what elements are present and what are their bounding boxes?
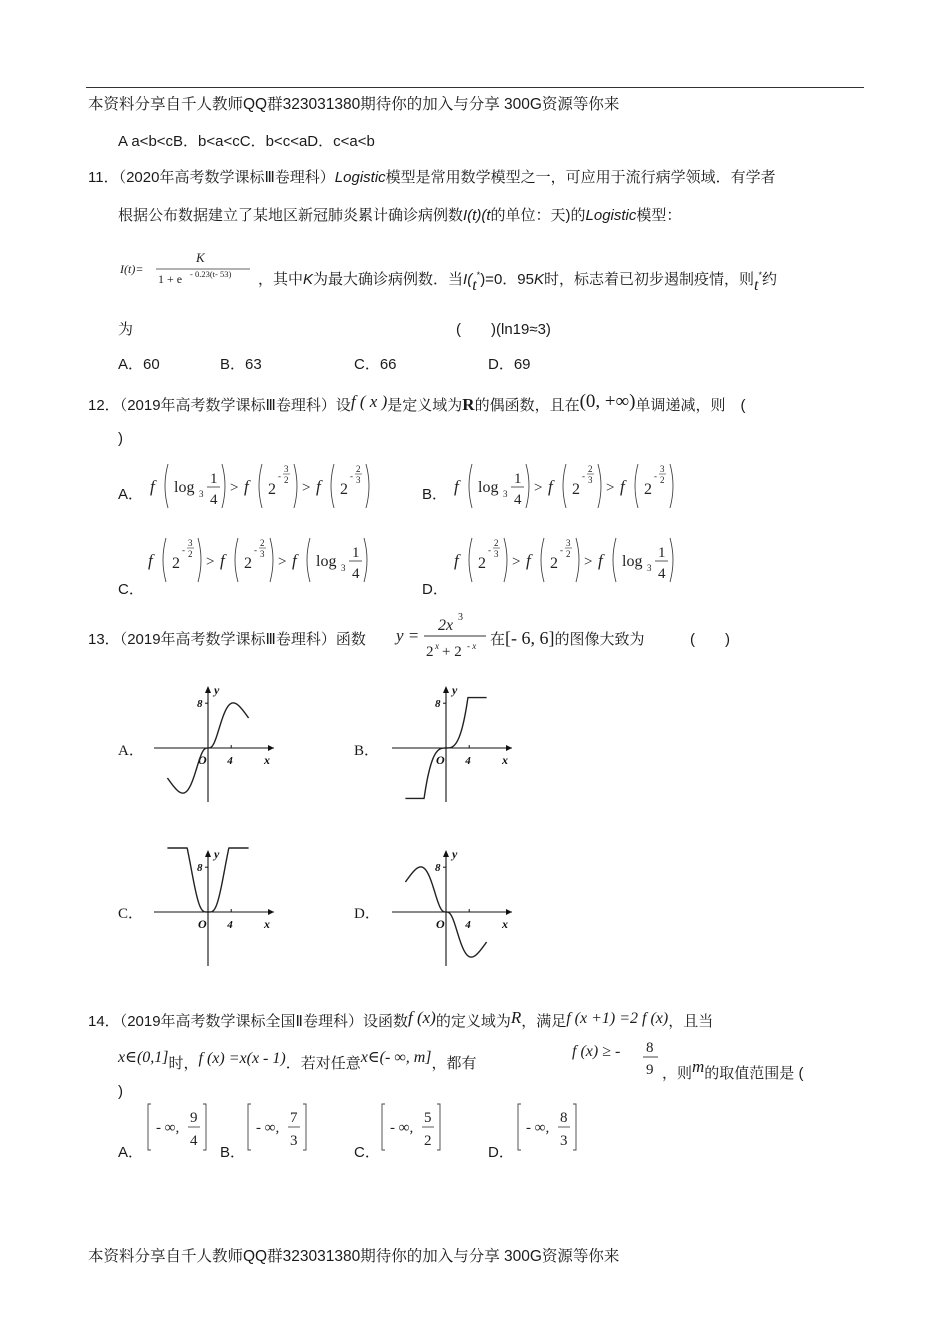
log-base: 3 [341, 563, 346, 573]
exp-den: 3 [588, 475, 593, 485]
q13-graph-b [384, 682, 520, 806]
header-rule [86, 87, 864, 88]
f-symbol: f [292, 551, 297, 570]
y-axis-label: y [214, 847, 220, 861]
close-bracket [303, 1104, 306, 1150]
formula-lhs: I(t)= [120, 262, 144, 276]
q11-line1: 11．（2020年高考数学课标Ⅲ卷理科）Logistic模型是常用数学模型之一，可应用于流行病学领域．有学者 [88, 169, 776, 186]
svg-text:+ 2: + 2 [442, 644, 462, 660]
close-bracket [437, 1104, 440, 1150]
q11-line2: 根据公布数据建立了某地区新冠肺炎累计确诊病例数I(t)(t的单位：天)的Logistic模型： [118, 207, 682, 224]
right-paren [598, 464, 601, 508]
neg-infinity: - ∞, [390, 1120, 414, 1136]
frac-num: 9 [190, 1110, 198, 1126]
q13-graph-d [384, 846, 520, 970]
left-paren [331, 464, 334, 508]
base-two: 2 [340, 481, 348, 498]
base-two: 2 [268, 481, 276, 498]
greater-than: > [534, 480, 543, 496]
q12-label-d[interactable]: D． [422, 581, 448, 598]
q10-options: A a<b<cB．b<a<cC．b<c<aD．c<a<b [118, 133, 375, 150]
y-axis-label: y [452, 847, 458, 861]
left-paren [307, 538, 310, 582]
left-paren [469, 538, 472, 582]
f-symbol: f [150, 477, 155, 496]
frac-den: 4 [514, 492, 522, 508]
q12-line1: 12．（2019年高考数学课标Ⅲ卷理科）设f ( x )是定义域为R的偶函数，且在(0, +∞)单调递减，则 ( [88, 391, 746, 414]
q11-option-c[interactable]: C．66 [354, 356, 397, 373]
q14-option-a-expr [146, 1100, 212, 1154]
frac-den: 3 [290, 1133, 298, 1149]
y-axis-arrow [205, 686, 211, 693]
y-axis-arrow [443, 686, 449, 693]
right-paren [366, 464, 369, 508]
q12-label-a[interactable]: A． [118, 486, 144, 503]
greater-than: > [512, 554, 521, 570]
page-header: 本资料分享自千人教师QQ群323031380期待你的加入与分享 300G资源等你来 [88, 96, 620, 113]
svg-text:9: 9 [646, 1062, 654, 1078]
x-axis-arrow [268, 909, 274, 915]
frac-den: 3 [560, 1133, 568, 1149]
frac-den: 4 [352, 566, 360, 582]
svg-text:3: 3 [458, 612, 463, 623]
right-paren [576, 538, 579, 582]
q13-label-a[interactable]: A． [118, 743, 144, 759]
q12-number: 12． [88, 397, 120, 414]
right-paren [504, 538, 507, 582]
f-symbol: f [316, 477, 321, 496]
q14-label-d[interactable]: D． [488, 1144, 514, 1161]
q14-line2-b: ，则m的取值范围是 ( [662, 1057, 804, 1082]
x-axis-label: x [502, 753, 508, 767]
right-paren [294, 464, 297, 508]
q13-line1: 13．（2019年高考数学课标Ⅲ卷理科）函数 [88, 631, 366, 648]
exp-den: 2 [566, 549, 571, 559]
log-base: 3 [199, 489, 204, 499]
formula-exponent: - 0.23(t- 53) [190, 269, 232, 279]
exp-num: 2 [588, 464, 593, 474]
exp-sign: - [488, 545, 491, 555]
y-tick-label: 8 [435, 698, 441, 711]
greater-than: > [206, 554, 215, 570]
origin-label: O [436, 917, 445, 931]
q13-label-b[interactable]: B． [354, 743, 380, 759]
frac-den: 2 [424, 1133, 432, 1149]
origin-label: O [198, 917, 207, 931]
q14-label-b[interactable]: B． [220, 1144, 246, 1161]
left-paren [541, 538, 544, 582]
svg-text:2: 2 [426, 644, 434, 660]
left-paren [163, 538, 166, 582]
q11-line4-prefix: 为 [118, 321, 134, 338]
exp-sign: - [654, 471, 657, 481]
q13-number: 13． [88, 631, 120, 648]
exp-sign: - [582, 471, 585, 481]
exp-num: 2 [494, 538, 499, 548]
formula-denominator: 1 + e [158, 272, 183, 286]
x-axis-label: x [264, 753, 270, 767]
frac-num: 1 [352, 545, 360, 561]
greater-than: > [606, 480, 615, 496]
exp-sign: - [560, 545, 563, 555]
origin-label: O [198, 753, 207, 767]
x-tick-label: 4 [465, 755, 471, 767]
q13-graph-c [146, 846, 282, 970]
q12-label-b[interactable]: B． [422, 486, 448, 503]
q12-option-d-expr [450, 530, 700, 590]
svg-text:y =: y = [396, 626, 420, 645]
q14-line2: x∈(0,1]时，f (x) =x(x - 1)．若对任意x∈(- ∞, m]，都有 [118, 1049, 477, 1072]
y-tick-label: 8 [435, 862, 441, 875]
base-two: 2 [172, 555, 180, 572]
q11-option-a[interactable]: A．60 [118, 356, 160, 373]
svg-text:8: 8 [646, 1040, 654, 1056]
frac-den: 4 [210, 492, 218, 508]
frac-den: 4 [658, 566, 666, 582]
exp-den: 3 [260, 549, 265, 559]
base-two: 2 [550, 555, 558, 572]
exp-den: 3 [356, 475, 361, 485]
base-two: 2 [644, 481, 652, 498]
log-text: log [478, 479, 499, 496]
exp-den: 2 [284, 475, 289, 485]
greater-than: > [278, 554, 287, 570]
q14-label-c[interactable]: C． [354, 1144, 380, 1161]
q14-option-c-expr [380, 1100, 446, 1154]
q14-number: 14． [88, 1013, 120, 1030]
q14-option-b-expr [246, 1100, 312, 1154]
q14-label-a[interactable]: A． [118, 1144, 144, 1161]
open-bracket [382, 1104, 385, 1150]
q12-label-c[interactable]: C． [118, 581, 144, 598]
f-symbol: f [244, 477, 249, 496]
frac-num: 7 [290, 1110, 298, 1126]
x-axis-arrow [506, 909, 512, 915]
exp-sign: - [254, 545, 257, 555]
exp-sign: - [182, 545, 185, 555]
close-bracket [203, 1104, 206, 1150]
log-text: log [622, 553, 643, 570]
base-two: 2 [572, 481, 580, 498]
exp-den: 2 [660, 475, 665, 485]
greater-than: > [584, 554, 593, 570]
f-symbol: f [454, 477, 459, 496]
f-symbol: f [148, 551, 153, 570]
left-paren [235, 538, 238, 582]
exp-num: 3 [566, 538, 571, 548]
log-text: log [316, 553, 337, 570]
q13-answer-paren: ( ) [690, 631, 730, 648]
svg-text:2x: 2x [438, 617, 454, 634]
log-base: 3 [647, 563, 652, 573]
frac-num: 1 [514, 471, 522, 487]
left-paren [563, 464, 566, 508]
left-paren [259, 464, 262, 508]
left-paren [469, 464, 472, 508]
frac-num: 1 [210, 471, 218, 487]
left-paren [613, 538, 616, 582]
svg-text:x: x [435, 641, 439, 651]
y-axis-label: y [214, 683, 220, 697]
open-bracket [248, 1104, 251, 1150]
q14-inequality [570, 1036, 662, 1080]
x-axis-label: x [502, 917, 508, 931]
q13-graph-a [146, 682, 282, 806]
x-tick-label: 4 [227, 755, 233, 767]
y-tick-label: 8 [197, 698, 203, 711]
q13-label-c[interactable]: C． [118, 906, 144, 922]
q12-close-paren: ) [118, 430, 123, 447]
neg-infinity: - ∞, [156, 1120, 180, 1136]
neg-infinity: - ∞, [526, 1120, 550, 1136]
exp-num: 2 [356, 464, 361, 474]
exp-num: 3 [660, 464, 665, 474]
greater-than: > [230, 480, 239, 496]
f-symbol: f [454, 551, 459, 570]
right-paren [364, 538, 367, 582]
x-tick-label: 4 [465, 919, 471, 931]
exp-num: 2 [260, 538, 265, 548]
frac-den: 4 [190, 1133, 198, 1149]
left-paren [635, 464, 638, 508]
q12-option-a-expr [146, 456, 396, 516]
formula-numerator: K [196, 250, 205, 265]
y-tick-label: 8 [197, 862, 203, 875]
exp-den: 3 [494, 549, 499, 559]
origin-label: O [436, 753, 445, 767]
page-footer: 本资料分享自千人教师QQ群323031380期待你的加入与分享 300G资源等你来 [88, 1248, 620, 1265]
y-axis-arrow [443, 850, 449, 857]
x-tick-label: 4 [227, 919, 233, 931]
right-paren [670, 538, 673, 582]
q11-line3: ，其中K为最大确诊病例数．当I(t*)=0．95K时，标志着已初步遏制疫情，则t*约 [258, 270, 777, 294]
svg-text:- x: - x [467, 641, 477, 651]
f-symbol: f [526, 551, 531, 570]
log-text: log [174, 479, 195, 496]
neg-infinity: - ∞, [256, 1120, 280, 1136]
log-base: 3 [503, 489, 508, 499]
q11-option-b[interactable]: B．63 [220, 356, 262, 373]
exp-num: 3 [284, 464, 289, 474]
x-axis-arrow [506, 745, 512, 751]
base-two: 2 [244, 555, 252, 572]
x-axis-label: x [264, 917, 270, 931]
right-paren [670, 464, 673, 508]
q14-close-paren: ) [118, 1083, 123, 1100]
f-symbol: f [620, 477, 625, 496]
frac-num: 8 [560, 1110, 568, 1126]
svg-text:f (x) ≥ -: f (x) ≥ - [572, 1043, 621, 1060]
f-symbol: f [548, 477, 553, 496]
frac-num: 5 [424, 1110, 432, 1126]
x-axis-arrow [268, 745, 274, 751]
greater-than: > [302, 480, 311, 496]
exp-den: 2 [188, 549, 193, 559]
base-two: 2 [478, 555, 486, 572]
q11-logistic-formula [118, 246, 253, 292]
right-paren [198, 538, 201, 582]
left-paren [165, 464, 168, 508]
open-bracket [148, 1104, 151, 1150]
q13-label-d[interactable]: D． [354, 906, 380, 922]
right-paren [222, 464, 225, 508]
q12-option-c-expr [144, 530, 394, 590]
open-bracket [518, 1104, 521, 1150]
exp-sign: - [350, 471, 353, 481]
q13-function-formula [394, 608, 488, 664]
f-symbol: f [598, 551, 603, 570]
exp-num: 3 [188, 538, 193, 548]
exp-sign: - [278, 471, 281, 481]
q14-option-d-expr [516, 1100, 582, 1154]
y-axis-arrow [205, 850, 211, 857]
q12-option-b-expr [450, 456, 700, 516]
frac-num: 1 [658, 545, 666, 561]
y-axis-label: y [452, 683, 458, 697]
f-symbol: f [220, 551, 225, 570]
close-bracket [573, 1104, 576, 1150]
q11-option-d[interactable]: D．69 [488, 356, 531, 373]
q11-number: 11． [88, 169, 119, 186]
q13-line1-b: 在[- 6, 6]的图像大致为 [490, 628, 645, 648]
right-paren [526, 464, 529, 508]
right-paren [270, 538, 273, 582]
q14-line1: 14．（2019年高考数学课标全国Ⅱ卷理科）设函数f (x)的定义域为R，满足f (x +1) =2 f (x)，且当 [88, 1008, 714, 1030]
q11-answer-paren: ( )(ln19≈3) [456, 321, 551, 338]
